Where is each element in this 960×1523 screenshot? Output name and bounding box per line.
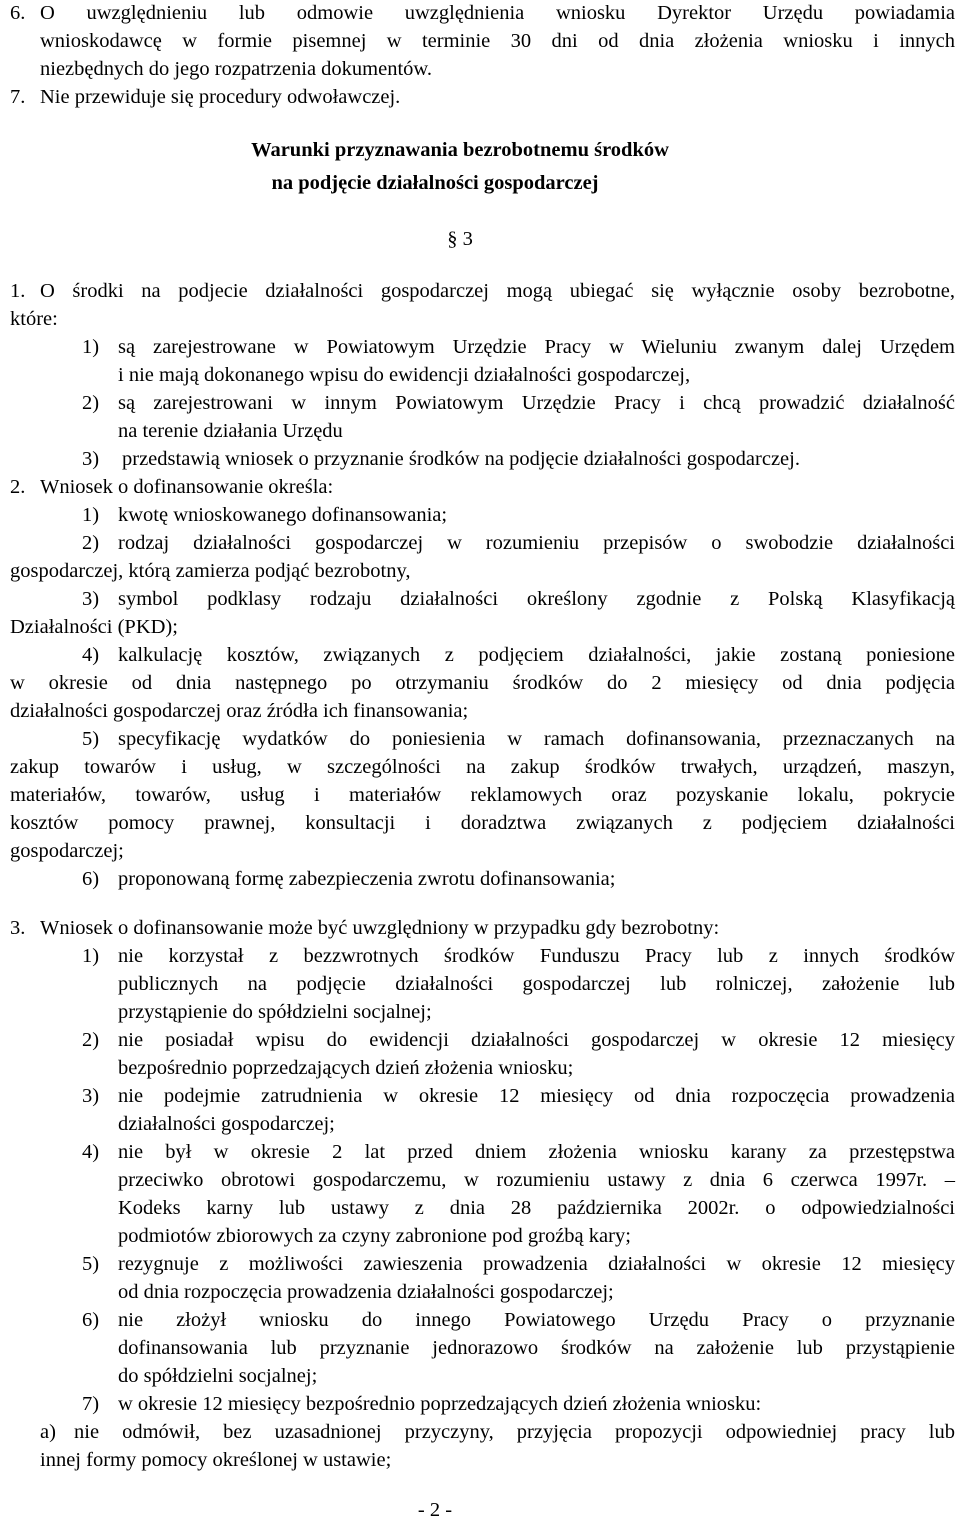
paragraph-line: zakup towarów i usług, w szczególności na zakup środków trwałych, urządzeń, maszyn, xyxy=(10,756,955,778)
paragraph-line: publicznych na podjęcie działalności gospodarczej lub rolniczej, założenie lub xyxy=(118,973,955,995)
paragraph-line: Wniosek o dofinansowanie określa: xyxy=(40,476,334,498)
paragraph-line: nie był w okresie 2 lat przed dniem złożenia wniosku karany za przestępstwa xyxy=(118,1141,955,1163)
item-number: 6) xyxy=(82,1309,100,1331)
paragraph-line: proponowaną formę zabezpieczenia zwrotu dofinansowania; xyxy=(118,868,616,890)
paragraph-line: przeciwko obrotowi gospodarczemu, w rozumieniu ustawy z dnia 6 czerwca 1997r. – xyxy=(118,1169,955,1191)
section-heading-line1: Warunki przyznawania bezrobotnemu środków xyxy=(251,139,669,161)
item-number: 3) xyxy=(82,1085,100,1107)
paragraph-line: niezbędnych do jego rozpatrzenia dokumentów. xyxy=(40,58,433,80)
page-number: - 2 - xyxy=(417,1499,453,1521)
paragraph-line: kwotę wnioskowanego dofinansowania; xyxy=(118,504,448,526)
paragraph-line: działalności gospodarczej; xyxy=(118,1113,335,1135)
item-number: a) xyxy=(40,1421,56,1443)
paragraph-line: do spółdzielni socjalnej; xyxy=(118,1365,318,1387)
paragraph-line: bezpośrednio poprzedzających dzień złożenia wniosku; xyxy=(118,1057,574,1079)
item-number: 2) xyxy=(82,532,100,554)
section-symbol: § 3 xyxy=(447,228,473,250)
item-number: 5) xyxy=(82,728,100,750)
item-number: 7. xyxy=(10,86,26,108)
paragraph-line: które: xyxy=(10,308,58,330)
paragraph-line: przystąpienie do spółdzielni socjalnej; xyxy=(118,1001,432,1023)
item-number: 5) xyxy=(82,1253,100,1275)
paragraph-line: O uwzględnieniu lub odmowie uwzględnienia wniosku Dyrektor Urzędu powiadamia xyxy=(40,2,955,24)
paragraph-line: są zarejestrowane w Powiatowym Urzędzie Pracy w Wieluniu zwanym dalej Urzędem xyxy=(118,336,955,358)
item-number: 2) xyxy=(82,392,100,414)
paragraph-line: nie odmówił, bez uzasadnionej przyczyny, przyjęcia propozycji odpowiedniej pracy lub xyxy=(74,1421,955,1443)
item-number: 7) xyxy=(82,1393,100,1415)
paragraph-line: gospodarczej; xyxy=(10,840,124,862)
paragraph-line: nie złożył wniosku do innego Powiatowego Urzędu Pracy o przyznanie xyxy=(118,1309,955,1331)
paragraph-line: wnioskodawcę w formie pisemnej w terminie 30 dni od dnia złożenia wniosku i innych xyxy=(40,30,955,52)
paragraph-line: i nie mają dokonanego wpisu do ewidencji działalności gospodarczej, xyxy=(118,364,691,386)
paragraph-line: kosztów pomocy prawnej, konsultacji i doradztwa związanych z podjęciem działalności xyxy=(10,812,955,834)
item-number: 6. xyxy=(10,2,26,24)
paragraph-line: w okresie od dnia następnego po otrzymaniu środków do 2 miesięcy od dnia podjęcia xyxy=(10,672,955,694)
item-number: 1) xyxy=(82,504,100,526)
paragraph-line: Kodeks karny lub ustawy z dnia 28 października 2002r. o odpowiedzialności xyxy=(118,1197,955,1219)
paragraph-line: kalkulację kosztów, związanych z podjęciem działalności, jakie zostaną poniesione xyxy=(118,644,955,666)
item-number: 2) xyxy=(82,1029,100,1051)
item-number: 2. xyxy=(10,476,26,498)
item-number: 6) xyxy=(82,868,100,890)
item-number: 1) xyxy=(82,945,100,967)
paragraph-line: od dnia rozpoczęcia prowadzenia działalności gospodarczej; xyxy=(118,1281,614,1303)
paragraph-line: O środki na podjecie działalności gospodarczej mogą ubiegać się wyłącznie osoby bezrobotne, xyxy=(40,280,955,302)
item-number: 3) xyxy=(82,448,100,470)
paragraph-line: są zarejestrowani w innym Powiatowym Urzędzie Pracy i chcą prowadzić działalność xyxy=(118,392,955,414)
paragraph-line: innej formy pomocy określonej w ustawie; xyxy=(40,1449,392,1471)
item-number: 4) xyxy=(82,644,100,666)
paragraph-line: przedstawią wniosek o przyznanie środków na podjęcie działalności gospodarczej. xyxy=(122,448,800,470)
paragraph-line: nie posiadał wpisu do ewidencji działalności gospodarczej w okresie 12 miesięcy xyxy=(118,1029,955,1051)
paragraph-line: dofinansowania lub przyznanie jednorazowo środków na założenie lub przystąpienie xyxy=(118,1337,955,1359)
item-number: 1) xyxy=(82,336,100,358)
paragraph-line: Nie przewiduje się procedury odwoławczej. xyxy=(40,86,401,108)
item-number: 3) xyxy=(82,588,100,610)
item-number: 3. xyxy=(10,917,26,939)
paragraph-line: rodzaj działalności gospodarczej w rozumieniu przepisów o swobodzie działalności xyxy=(118,532,955,554)
paragraph-line: specyfikację wydatków do poniesienia w ramach dofinansowania, przeznaczanych na xyxy=(118,728,955,750)
section-heading-line2: na podjęcie działalności gospodarczej xyxy=(271,172,599,194)
paragraph-line: Działalności (PKD); xyxy=(10,616,178,638)
paragraph-line: nie korzystał z bezzwrotnych środków Funduszu Pracy lub z innych środków xyxy=(118,945,955,967)
paragraph-line: Wniosek o dofinansowanie może być uwzględniony w przypadku gdy bezrobotny: xyxy=(40,917,720,939)
paragraph-line: działalności gospodarczej oraz źródła ich finansowania; xyxy=(10,700,469,722)
paragraph-line: rezygnuje z możliwości zawieszenia prowadzenia działalności w okresie 12 miesięcy xyxy=(118,1253,955,1275)
paragraph-line: materiałów, towarów, usług i materiałów reklamowych oraz pozyskanie lokalu, pokrycie xyxy=(10,784,955,806)
paragraph-line: gospodarczej, którą zamierza podjąć bezrobotny, xyxy=(10,560,411,582)
paragraph-line: w okresie 12 miesięcy bezpośrednio poprzedzających dzień złożenia wniosku: xyxy=(118,1393,762,1415)
item-number: 4) xyxy=(82,1141,100,1163)
item-number: 1. xyxy=(10,280,26,302)
paragraph-line: podmiotów zbiorowych za czyny zabronione pod groźbą kary; xyxy=(118,1225,631,1247)
paragraph-line: symbol podklasy rodzaju działalności określony zgodnie z Polską Klasyfikacją xyxy=(118,588,955,610)
paragraph-line: na terenie działania Urzędu xyxy=(118,420,343,442)
paragraph-line: nie podejmie zatrudnienia w okresie 12 miesięcy od dnia rozpoczęcia prowadzenia xyxy=(118,1085,955,1107)
